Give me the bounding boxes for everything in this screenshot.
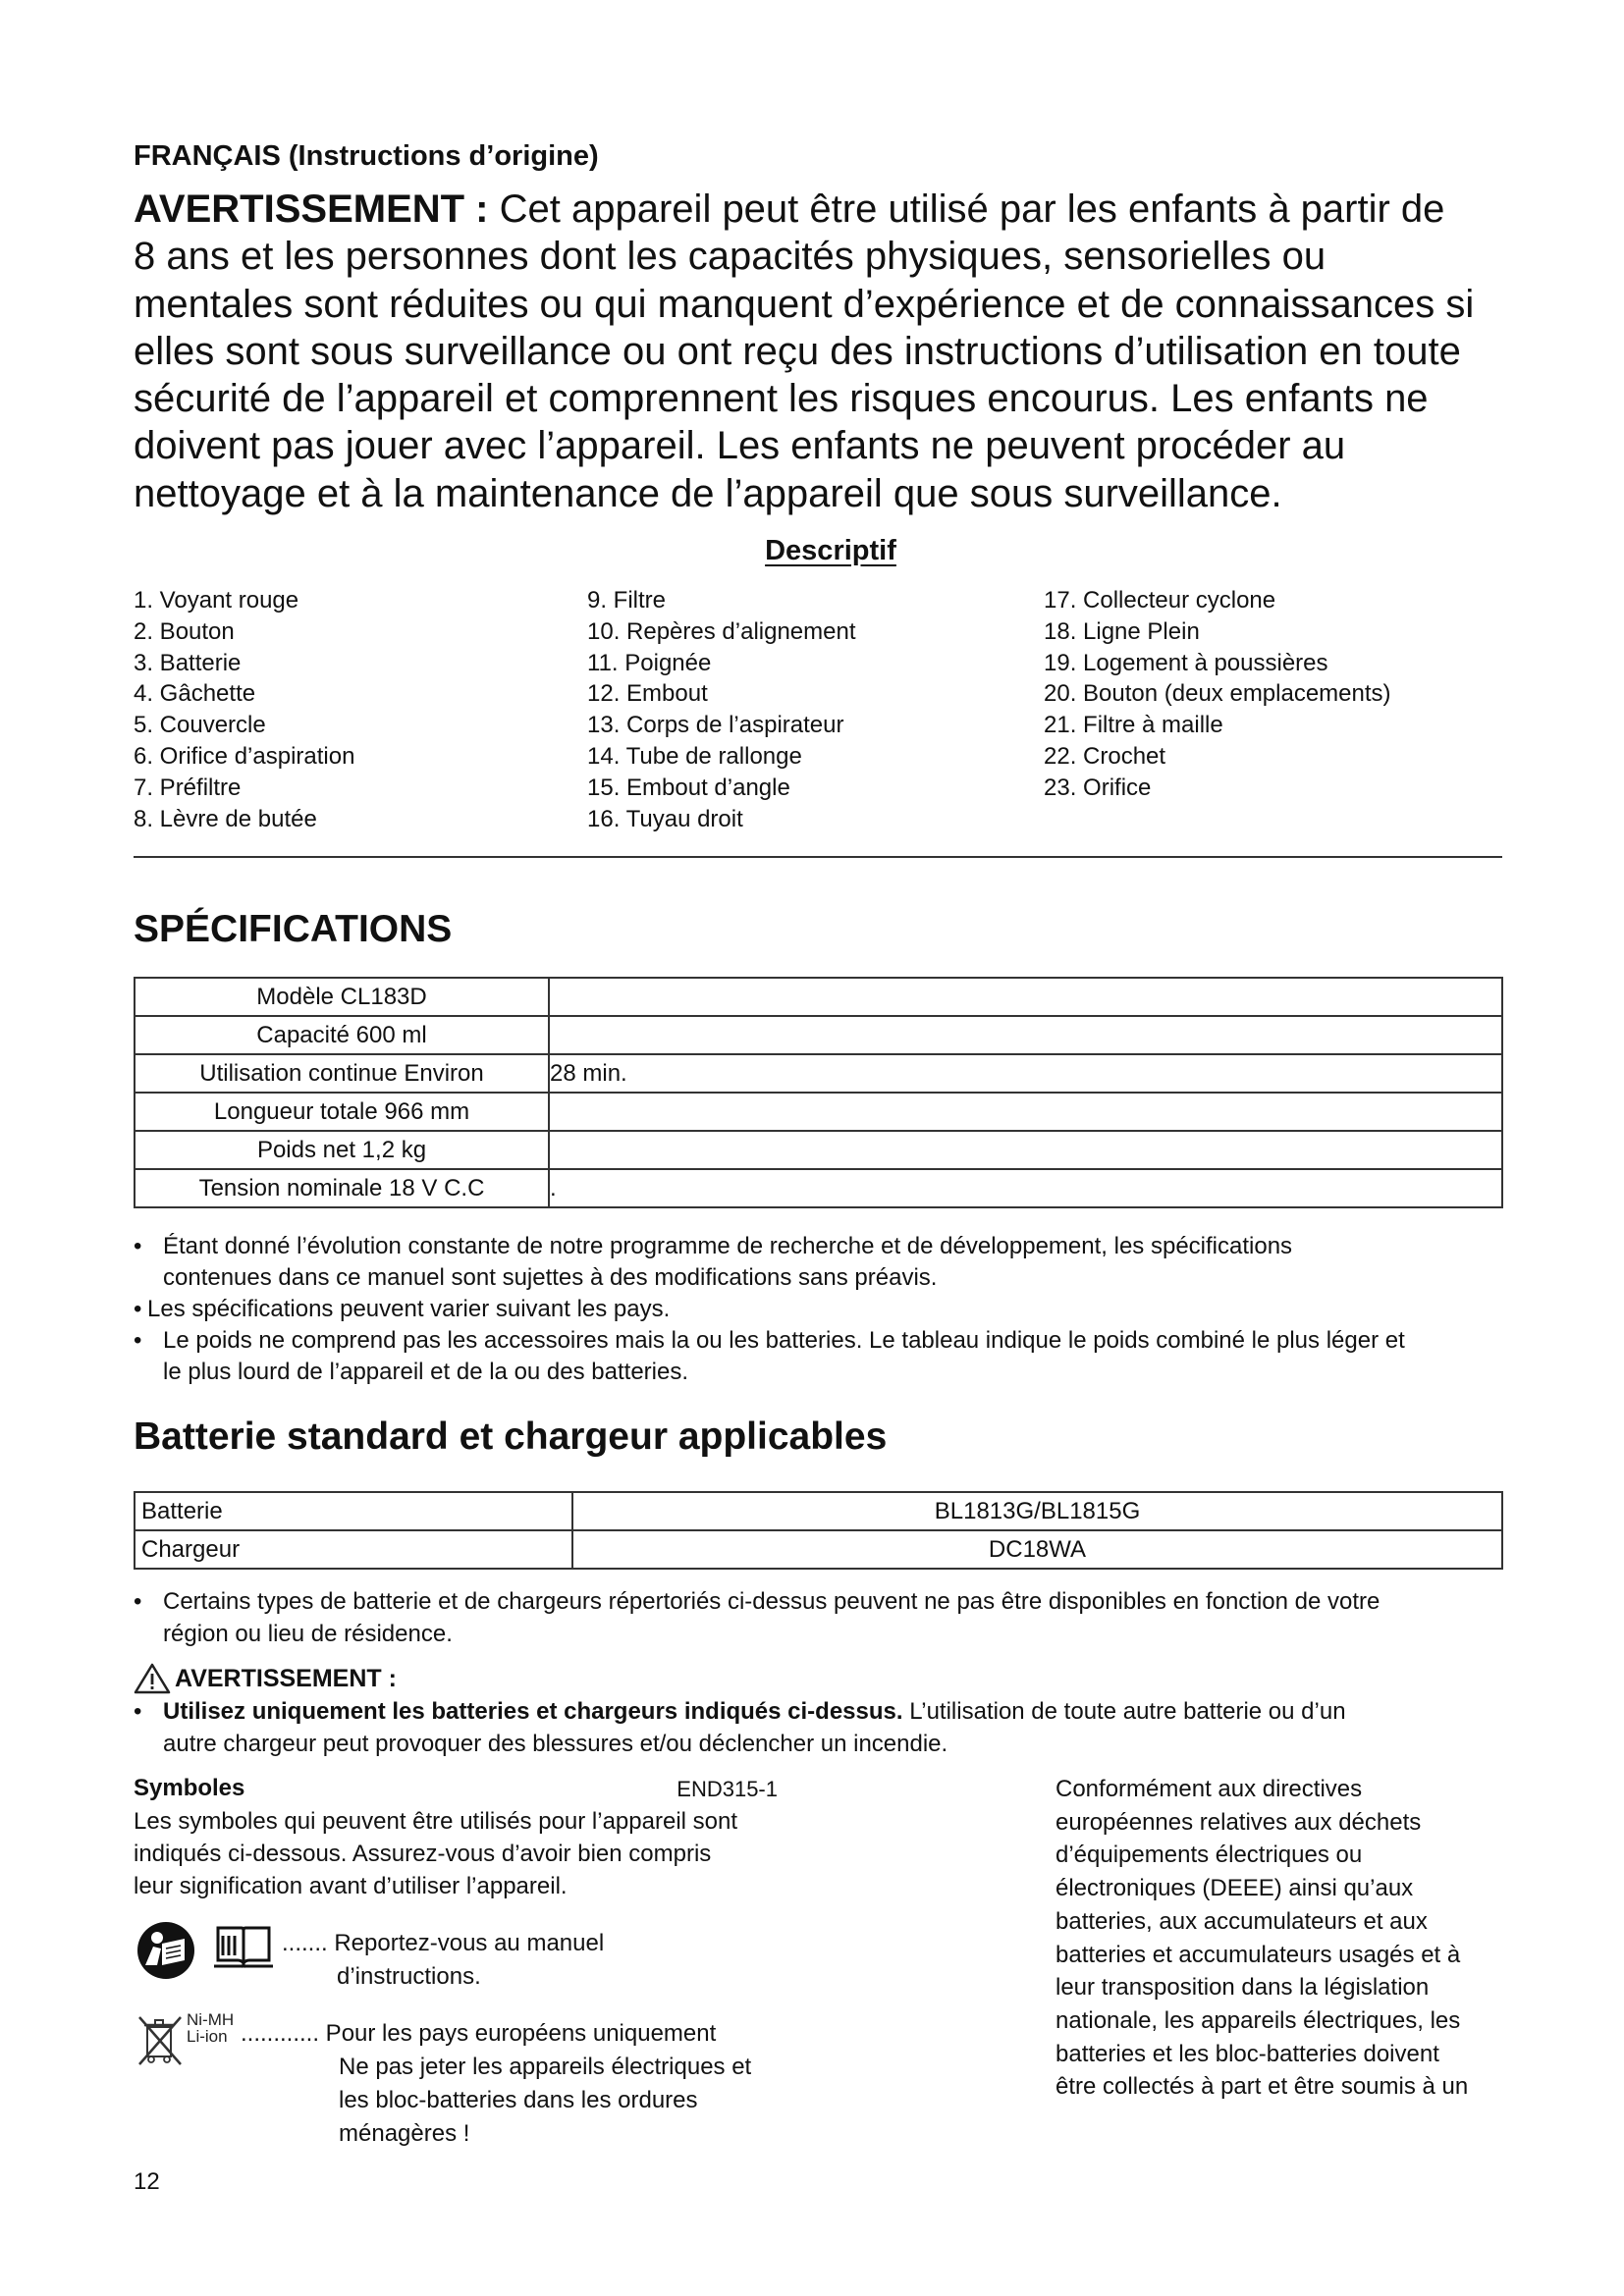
part-item: 1. Voyant rouge <box>134 587 299 614</box>
warning-line: AVERTISSEMENT : Cet appareil peut être utilisé par les enfants à partir de <box>134 187 1445 231</box>
part-item: 3. Batterie <box>134 649 242 676</box>
part-item: 5. Couvercle <box>134 712 266 739</box>
manual-symbol-text: ....... Reportez-vous au manuel d’instructions. <box>282 1930 605 1990</box>
table-row <box>135 1492 1502 1530</box>
part-item: 2. Bouton <box>134 617 235 645</box>
part-item: 21. Filtre à maille <box>1044 712 1223 739</box>
part-item: 16. Tuyau droit <box>587 805 743 832</box>
language-heading: FRANÇAIS (Instructions d’origine) <box>134 140 599 172</box>
read-manual-icon <box>135 1920 196 1986</box>
warning-label: AVERTISSEMENT : <box>134 187 489 231</box>
table-row <box>135 978 1502 1016</box>
table-row <box>135 1169 1502 1207</box>
spec-note: • Le poids ne comprend pas les accessoires mais la ou les batteries. Le tableau indique le poids combiné le plus léger et le plus lourd de l’appareil et de la ou des batteries. <box>134 1327 1405 1385</box>
description-title: Descriptif <box>765 535 896 566</box>
spec-value: 28 min. <box>549 1054 1502 1093</box>
table-value: DC18WA <box>572 1530 1502 1569</box>
part-item: 4. Gâchette <box>134 680 256 708</box>
warning-line: nettoyage et à la maintenance de l’appareil que sous surveillance. <box>134 471 1282 515</box>
spec-value <box>549 1016 1502 1054</box>
specifications-table <box>134 977 1503 1208</box>
table-row <box>135 1054 1502 1093</box>
warning-line: doivent pas jouer avec l’appareil. Les enfants ne peuvent procéder au <box>134 424 1346 468</box>
table-row <box>135 1016 1502 1054</box>
disposal-symbol-text: ............ Pour les pays européens uniquement Ne pas jeter les appareils électriques et les bloc-batteries dans les ordures ménagères ! <box>241 2020 752 2147</box>
parts-list-col-2 <box>587 585 856 834</box>
warning-line: mentales sont réduites ou qui manquent d’expérience et de connaissances si <box>134 282 1475 326</box>
warning-triangle-icon <box>134 1663 171 1694</box>
part-item: 14. Tube de rallonge <box>587 742 802 770</box>
spec-label: Modèle CL183D <box>135 978 549 1016</box>
table-label: Chargeur <box>135 1530 572 1569</box>
table-row <box>135 1131 1502 1169</box>
part-item: 22. Crochet <box>1044 742 1166 770</box>
warning-line: 8 ans et les personnes dont les capacités physiques, sensorielles ou <box>134 235 1326 279</box>
parts-list-col-3 <box>1044 585 1391 804</box>
symbols-header <box>134 1775 778 1802</box>
warning-line: elles sont sous surveillance ou ont reçu des instructions d’utilisation en toute <box>134 329 1461 373</box>
part-item: 17. Collecteur cyclone <box>1044 587 1276 614</box>
part-item: 13. Corps de l’aspirateur <box>587 712 844 739</box>
spec-value <box>549 1093 1502 1131</box>
bullet: • <box>134 1327 142 1354</box>
battery-charger-table <box>134 1491 1503 1570</box>
part-item: 11. Poignée <box>587 649 712 676</box>
spec-value: . <box>549 1169 1502 1207</box>
warning-line: sécurité de l’appareil et comprennent les risques encourus. Les enfants ne <box>134 377 1429 421</box>
spec-label: Capacité 600 ml <box>135 1016 549 1054</box>
bullet: • <box>134 1296 142 1322</box>
part-item: 18. Ligne Plein <box>1044 617 1200 645</box>
spec-label: Tension nominale 18 V C.C <box>135 1169 549 1207</box>
part-item: 15. Embout d’angle <box>587 774 790 801</box>
document-code: END315-1 <box>677 1777 778 1801</box>
bullet: • <box>134 1588 142 1615</box>
spec-value <box>549 1131 1502 1169</box>
child-safety-warning <box>134 186 1528 517</box>
spec-value <box>549 978 1502 1016</box>
weee-directive-text: Conformément aux directives européennes relatives aux déchets d’équipements électriques ou électroniques (DEEE) ainsi qu’aux batteries, aux accumulateurs et aux batteries et accumulateurs usagés et à leur transposition dans la législation nationale, les appareils électriques, les batteries et les bloc-batteries doivent être collectés à part et être soumis à un <box>1056 1776 1469 2101</box>
part-item: 6. Orifice d’aspiration <box>134 742 355 770</box>
part-item: 10. Repères d’alignement <box>587 617 856 645</box>
table-value: BL1813G/BL1815G <box>572 1492 1502 1530</box>
crossed-bin-icon <box>135 2013 185 2073</box>
table-label: Batterie <box>135 1492 572 1530</box>
battery-type-label: Ni-MH Li-ion <box>187 2010 235 2046</box>
bullet: • <box>134 1233 142 1259</box>
part-item: 8. Lèvre de butée <box>134 805 317 832</box>
spec-label: Longueur totale 966 mm <box>135 1093 549 1131</box>
specification-notes <box>134 1231 1508 1388</box>
battery-charger-heading: Batterie standard et chargeur applicables <box>134 1415 888 1458</box>
table-row <box>135 1093 1502 1131</box>
part-item: 7. Préfiltre <box>134 774 242 801</box>
section-divider <box>134 856 1502 858</box>
part-item: 9. Filtre <box>587 587 667 614</box>
specifications-heading: SPÉCIFICATIONS <box>134 908 453 950</box>
spec-label: Poids net 1,2 kg <box>135 1131 549 1169</box>
part-item: 20. Bouton (deux emplacements) <box>1044 680 1391 708</box>
table-row <box>135 1530 1502 1569</box>
part-item: 19. Logement à poussières <box>1044 649 1328 676</box>
battery-availability-note: • Certains types de batterie et de chargeurs répertoriés ci-dessus peuvent ne pas être disponibles en fonction de votre région ou lieu de résidence. <box>134 1585 1508 1650</box>
book-icon <box>214 1922 273 1974</box>
bullet: • <box>134 1698 142 1725</box>
spec-note: • Les spécifications peuvent varier suivant les pays. <box>134 1294 1508 1325</box>
parts-list-col-1 <box>134 585 354 834</box>
battery-warning-title: AVERTISSEMENT : <box>134 1663 397 1694</box>
part-item: 12. Embout <box>587 680 708 708</box>
battery-warning-body: • Utilisez uniquement les batteries et chargeurs indiqués ci-dessus. L’utilisation de toute autre batterie ou d’un autre chargeur peut provoquer des blessures et/ou déclencher un incendie. <box>134 1695 1508 1760</box>
part-item: 23. Orifice <box>1044 774 1152 801</box>
spec-label: Utilisation continue Environ <box>135 1054 549 1093</box>
page-number: 12 <box>134 2168 160 2195</box>
spec-note: • Étant donné l’évolution constante de notre programme de recherche et de développement, les spécifications contenues dans ce manuel sont sujettes à des modifications sans préavis. <box>134 1233 1293 1291</box>
symbols-intro: Les symboles qui peuvent être utilisés pour l’appareil sont indiqués ci-dessous. Assurez-vous d’avoir bien compris leur signification avant d’utiliser l’appareil. <box>134 1808 738 1899</box>
symbols-title: Symboles <box>134 1775 245 1801</box>
